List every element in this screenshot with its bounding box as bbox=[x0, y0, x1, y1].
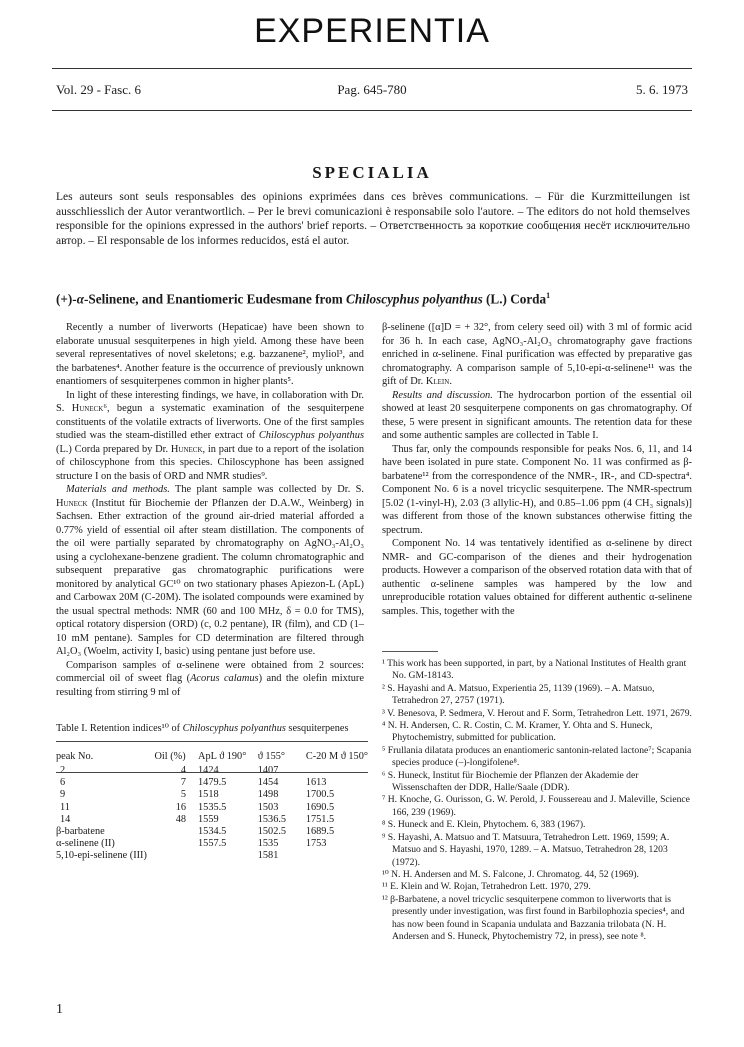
article-title bbox=[56, 291, 696, 307]
paragraph-components: Thus far, only the compounds responsible for peaks Nos. 6, 11, and 14 have been isolated in pure state. Component No. 11 was confirmed as β-barbatene¹² from the correspondence of the NMR-, IR-, and CD-spectra⁴. Component No. 6 is a novel tricyclic sesquiterpene. The NMR-spectrum [5.02 (1-vinyl-H), 2.03 (3 allylic-H), and 0.85–1.06 ppm (4 CH₃ signals)] was different from those of the known substances otherwise fitting the spectrum. bbox=[382, 443, 692, 536]
table-cell: 1498 bbox=[257, 789, 279, 801]
table-row bbox=[56, 850, 368, 862]
table-cell: 5 bbox=[180, 789, 187, 801]
table-cell: 1503 bbox=[257, 801, 279, 813]
table-cell: 1689.5 bbox=[305, 826, 335, 838]
masthead-rule-top bbox=[52, 68, 692, 69]
table-cell: 1581 bbox=[257, 850, 279, 862]
table-cell: 1557.5 bbox=[198, 838, 227, 850]
paragraph-collaboration: In light of these interesting findings, we have, in collaboration with Dr. S. Huneck⁶, begun a systematic examination of the sesquiterpene constituents of the volatile extracts of liverworts. One of the first samples studied was the steam-distilled ether extract of Chiloscyphus polyanthus (L.) Corda prepared by Dr. Huneck, in part due to a report of the isolation of chiloscyphone from this species. Chiloscyphone has been assigned structure I on the basis of ORD and NMR studies⁹. bbox=[56, 389, 365, 482]
table-cell: 1502.5 bbox=[257, 826, 287, 838]
title-middle: -Selinene, and Enantiomeric Eudesmane from bbox=[84, 291, 347, 307]
footnote: ¹¹ E. Klein and W. Rojan, Tetrahedron Lett. 1970, 279. bbox=[382, 881, 591, 893]
footnote-rule bbox=[382, 651, 438, 652]
table-row bbox=[56, 826, 368, 838]
title-alpha: α bbox=[76, 291, 84, 307]
table-cell: 1751.5 bbox=[305, 813, 335, 825]
page-number: 1 bbox=[56, 1002, 63, 1017]
table-cell bbox=[154, 838, 198, 850]
table-cell: 1534.5 bbox=[198, 826, 227, 838]
table-header-cell: peak No. bbox=[56, 751, 94, 762]
table-cell: 1536.5 bbox=[257, 813, 287, 825]
paragraph-results: Results and discussion. The hydrocarbon portion of the essential oil showed at least 20 sesquiterpene components on gas chromatography. Of these, 5 were present in significant amounts. The retention data for these and some authentic samples are collected in Table I. bbox=[382, 389, 692, 441]
footnotes bbox=[382, 658, 692, 943]
table-header-cell: ApL ϑ 190° bbox=[198, 751, 247, 762]
section-heading: SPECIALIA bbox=[312, 163, 432, 182]
table-cell: 1613 bbox=[305, 777, 327, 789]
table-row bbox=[56, 789, 368, 801]
table-cell: 16 bbox=[175, 801, 187, 813]
table-cell: 1535 bbox=[257, 838, 279, 850]
table-cell: 2 bbox=[60, 765, 66, 776]
table-row bbox=[56, 802, 368, 814]
table-cell bbox=[154, 826, 198, 838]
paragraph-comparison-samples: Comparison samples of α-selinene were obtained from 2 sources: commercial oil of sweet flag (Acorus calamus) and the olefin mixture resulting from stirring 9 ml of bbox=[56, 659, 364, 698]
table-cell: 1753 bbox=[305, 838, 327, 850]
footnote: ⁷ H. Knoche, G. Ourisson, G. W. Perold, J. Foussereau and J. Maleville, Science 166, 239 (1969). bbox=[382, 794, 690, 818]
table-cell: 6 bbox=[60, 777, 66, 789]
table-cell: 11 bbox=[60, 801, 70, 813]
table-cell: 1535.5 bbox=[198, 801, 227, 813]
table-cell: 5,10-epi-selinene (III) bbox=[56, 850, 147, 862]
footnote: ⁶ S. Huneck, Institut für Biochemie der Pflanzen der Akademie der Wissenschaften der DDR, Halle/Saale (DDR). bbox=[382, 769, 639, 794]
footnote: ¹⁰ N. H. Andersen and M. S. Falcone, J. Chromatog. 44, 52 (1969). bbox=[382, 868, 639, 880]
footnote: ¹² β-Barbatene, a novel tricyclic sesquiterpene common to liverworts that is presently under investigation, was first found in Barbilophozia species⁴, and has now been found in Scapania undulata and Bazzania trilobata (N. H. Andersen and S. Huneck, Phytochemistry 72, in press), see note ⁸. bbox=[382, 893, 685, 942]
table-header-cell: Oil (%) bbox=[154, 751, 186, 762]
table-cell: 1407 bbox=[257, 765, 279, 776]
table-cell: 14 bbox=[60, 813, 71, 825]
title-footnote-mark: 1 bbox=[546, 291, 551, 300]
table-cell bbox=[306, 850, 368, 862]
table-cell: 7 bbox=[180, 777, 187, 789]
body-column-left bbox=[56, 321, 364, 699]
paragraph-identification: Component No. 14 was tentatively identified as α-selinene by direct NMR- and GC-comparison of the dienes and their hydrogenation products. However a comparison of the observed rotation data with that of authentic α-selinene samples was hampered by the low and unreproducible rotation values obtained for different authentic α-selinene samples. This, together with the bbox=[382, 538, 692, 617]
table-row bbox=[56, 814, 368, 826]
table-rule-top bbox=[56, 741, 368, 742]
table-cell bbox=[154, 850, 198, 862]
journal-masthead: EXPERIENTIA bbox=[254, 12, 490, 50]
table-cell: 1518 bbox=[198, 789, 219, 801]
editorial-disclaimer: Les auteurs sont seuls responsables des opinions exprimées dans ces brèves communications. – Für die Kurzmitteilungen ist ausschliesslich der Autor verantwortlich. – Per le brevi comunicazioni è responsabile solo l'autore. – The editors do not hold themselves responsible for the opinions expressed in the authors' brief reports. – Ответственность за короткие сообщения несёт исключительно автор. – El responsable de los informes reducidos, está el autor. bbox=[56, 191, 690, 247]
table-cell: 4 bbox=[180, 765, 187, 776]
table-body bbox=[56, 765, 368, 863]
paragraph-intro: Recently a number of liverworts (Hepaticae) have been shown to elaborate unusual sesquiterpenes in high yield. Among these have been several representatives of novel skeletons; e.g. bazzanene², myliol³, and the barbatenes⁴. Another feature is the occurrence of previously unknown enantiomers of sesquiterpenes common in higher plants⁵. bbox=[56, 322, 364, 387]
footnote: ³ V. Benesova, P. Sedmera, V. Herout and F. Sorm, Tetrahedron Lett. 1971, 2679. bbox=[382, 707, 692, 719]
title-prefix: (+)- bbox=[56, 291, 77, 307]
table-cell: 9 bbox=[60, 789, 66, 801]
masthead-rule-bottom bbox=[52, 110, 692, 111]
footnote: ⁸ S. Huneck and E. Klein, Phytochem. 6, 383 (1967). bbox=[382, 819, 586, 831]
footnote: ² S. Hayashi and A. Matsuo, Experientia 25, 1139 (1969). – A. Matsuo, Tetrahedron 27, 2757 (1971). bbox=[382, 682, 655, 707]
issue-date: 5. 6. 1973 bbox=[636, 82, 688, 97]
paragraph-methods: Materials and methods. The plant sample was collected by Dr. S. Huneck (Institut für Biochemie der Pflanzen der D.A.W., Weinberg) in Sachsen. Ether extraction of the ground air-dried material afforded a 0.77% yield of essential oil after steam distillation. The components of the oil were partially separated by chromatography on AgNO₃-Al₂O₃ using a cyclohexane-benzene gradient. The column chromatographic and subsequent preparative gas chromatographic purifications were monitored by analytical GC¹⁰ on two stationary phases Apiezon-L (ApL) and Carbowax 20M (C-20M). The isolated compounds were examined by the usual spectral methods: NMR (60 and 100 MHz, δ = 0.0 for TMS), optical rotatory dispersion (ORD) (c, 0.2 pentane), IR (film), and CD (1–10 mM pentane). Samples for CD determination are filtered through Al₂O₃ (Woelm, activity I, basic) using pentane just before use. bbox=[56, 484, 364, 657]
volume-label: Vol. 29 - Fasc. 6 bbox=[56, 82, 141, 97]
table-header-row bbox=[56, 751, 368, 765]
table-cell: 1559 bbox=[198, 813, 219, 825]
page-range: Pag. 645-780 bbox=[337, 82, 407, 97]
table-cell: 1424 bbox=[198, 765, 219, 776]
table-header-cell: C-20 M ϑ 150° bbox=[305, 751, 368, 762]
table-cell: 48 bbox=[175, 813, 187, 825]
table-cell: α-selinene (II) bbox=[56, 838, 115, 850]
footnote: ⁵ Frullania dilatata produces an enantiomeric santonin-related lactone⁷; Scapania species produce (–)-longifolene⁸. bbox=[382, 744, 692, 769]
table-caption: Table I. Retention indices¹⁰ of Chiloscyphus polyanthus sesquiterpenes bbox=[56, 723, 349, 734]
footnote: ⁴ N. H. Andersen, C. R. Costin, C. M. Kramer, Y. Ohta and S. Huneck, Phytochemistry, submitted for publication. bbox=[382, 720, 653, 744]
paragraph-continuation: β-selinene ([α]D = + 32°, from celery seed oil) with 3 ml of formic acid for 36 h. In each case, AgNO₃-Al₂O₃ chromatography gave fractions enriched in α-selinene. Final purification was effected by preparative gas chromatography. A comparison sample of 5,10-epi-α-selinene¹¹ was the gift of Dr. Klein. bbox=[382, 322, 692, 387]
table-cell: 1700.5 bbox=[305, 789, 335, 801]
table-cell: β-barbatene bbox=[56, 826, 105, 838]
table-row bbox=[56, 838, 368, 850]
title-end: (L.) Corda bbox=[482, 291, 547, 307]
footnote: ¹ This work has been supported, in part, by a National Institutes of Health grant No. GM-18143. bbox=[382, 658, 687, 682]
title-species: Chiloscyphus polyanthus bbox=[346, 291, 483, 307]
table-cell: 1690.5 bbox=[305, 801, 335, 813]
retention-table-grid bbox=[56, 751, 368, 863]
body-column-right bbox=[382, 321, 692, 618]
table-cell bbox=[198, 850, 258, 862]
table-rule-header bbox=[56, 772, 368, 773]
table-cell: 1454 bbox=[257, 777, 279, 789]
footnote: ⁹ S. Hayashi, A. Matsuo and T. Matsuura, Tetrahedron Lett. 1969, 1599; A. Matsuo and S. Hayashi, 1970, 1289. – A. Matsuo, Tetrahedron 28, 1203 (1972). bbox=[382, 831, 670, 868]
table-header-cell: ϑ 155° bbox=[257, 751, 285, 762]
table-row bbox=[56, 777, 368, 789]
table-cell: 1479.5 bbox=[198, 777, 227, 789]
